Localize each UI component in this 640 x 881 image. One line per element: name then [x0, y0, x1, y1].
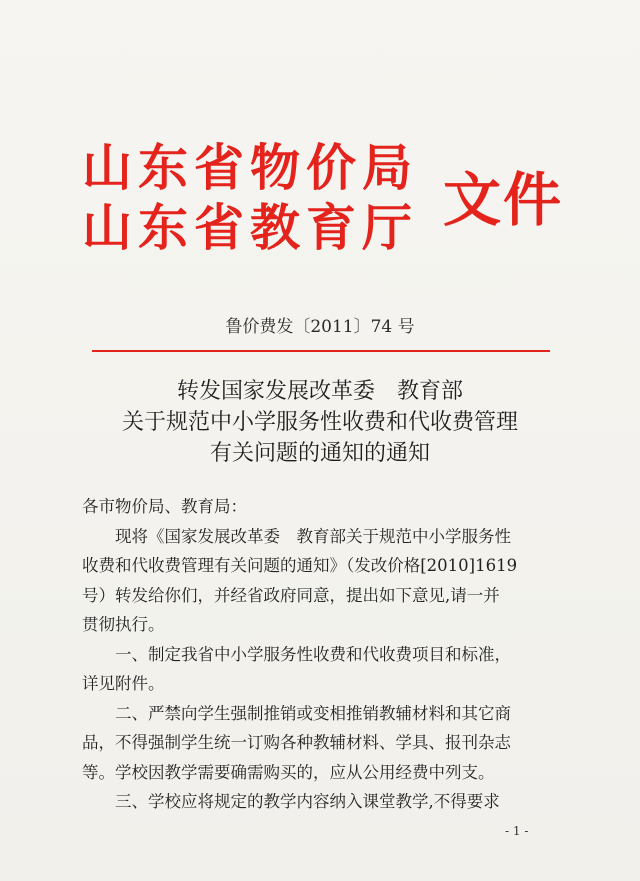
document-type-label: 文件: [443, 166, 564, 234]
document-title: [0, 376, 640, 469]
addressee-line: 各市物价局、教育局：: [82, 497, 247, 516]
paragraph-line: 品，不得强制学生统一订购各种教辅材料、学具、报刊杂志: [82, 733, 511, 752]
paragraph-line: 收费和代收费管理有关问题的通知》（发改价格[2010]1619: [82, 556, 518, 575]
paragraph-line: 二、严禁向学生强制推销或变相推销教辅材料和其它商: [115, 703, 511, 723]
paragraph-item-3: [82, 787, 560, 817]
paragraph-line: 详见附件。: [82, 674, 165, 693]
paragraph-line: 贯彻执行。: [82, 615, 165, 634]
red-divider-line: [92, 350, 550, 352]
issuer-education-department: 山东省教育厅: [82, 199, 418, 257]
paragraph-line: 等。学校因教学需要确需购买的，应从公用经费中列支。: [82, 762, 495, 782]
issuing-authorities: [82, 138, 418, 258]
document-body: [82, 492, 560, 817]
page-number: - 1 -: [505, 824, 529, 838]
paragraph-item-1: [82, 640, 560, 699]
title-line-1: 转发国家发展改革委 教育部: [176, 379, 463, 404]
paragraph-intro: [82, 522, 560, 640]
title-line-2: 关于规范中小学服务性收费和代收费管理: [121, 410, 518, 435]
title-line-3: 有关问题的通知的通知: [209, 441, 430, 466]
paragraph-line: 现将《国家发展改革委 教育部关于规范中小学服务性: [115, 526, 511, 546]
document-number: 鲁价费发〔2011〕74 号: [225, 317, 415, 337]
paragraph-line: 一、制定我省中小学服务性收费和代收费项目和标准，: [115, 644, 511, 664]
paragraph-line: 号）转发给你们，并经省政府同意，提出如下意见,请一并: [82, 585, 500, 605]
issuer-price-bureau: 山东省物价局: [82, 139, 418, 197]
paragraph-line: 三、学校应将规定的教学内容纳入课堂教学,不得要求: [115, 792, 500, 811]
paragraph-item-2: [82, 699, 560, 788]
